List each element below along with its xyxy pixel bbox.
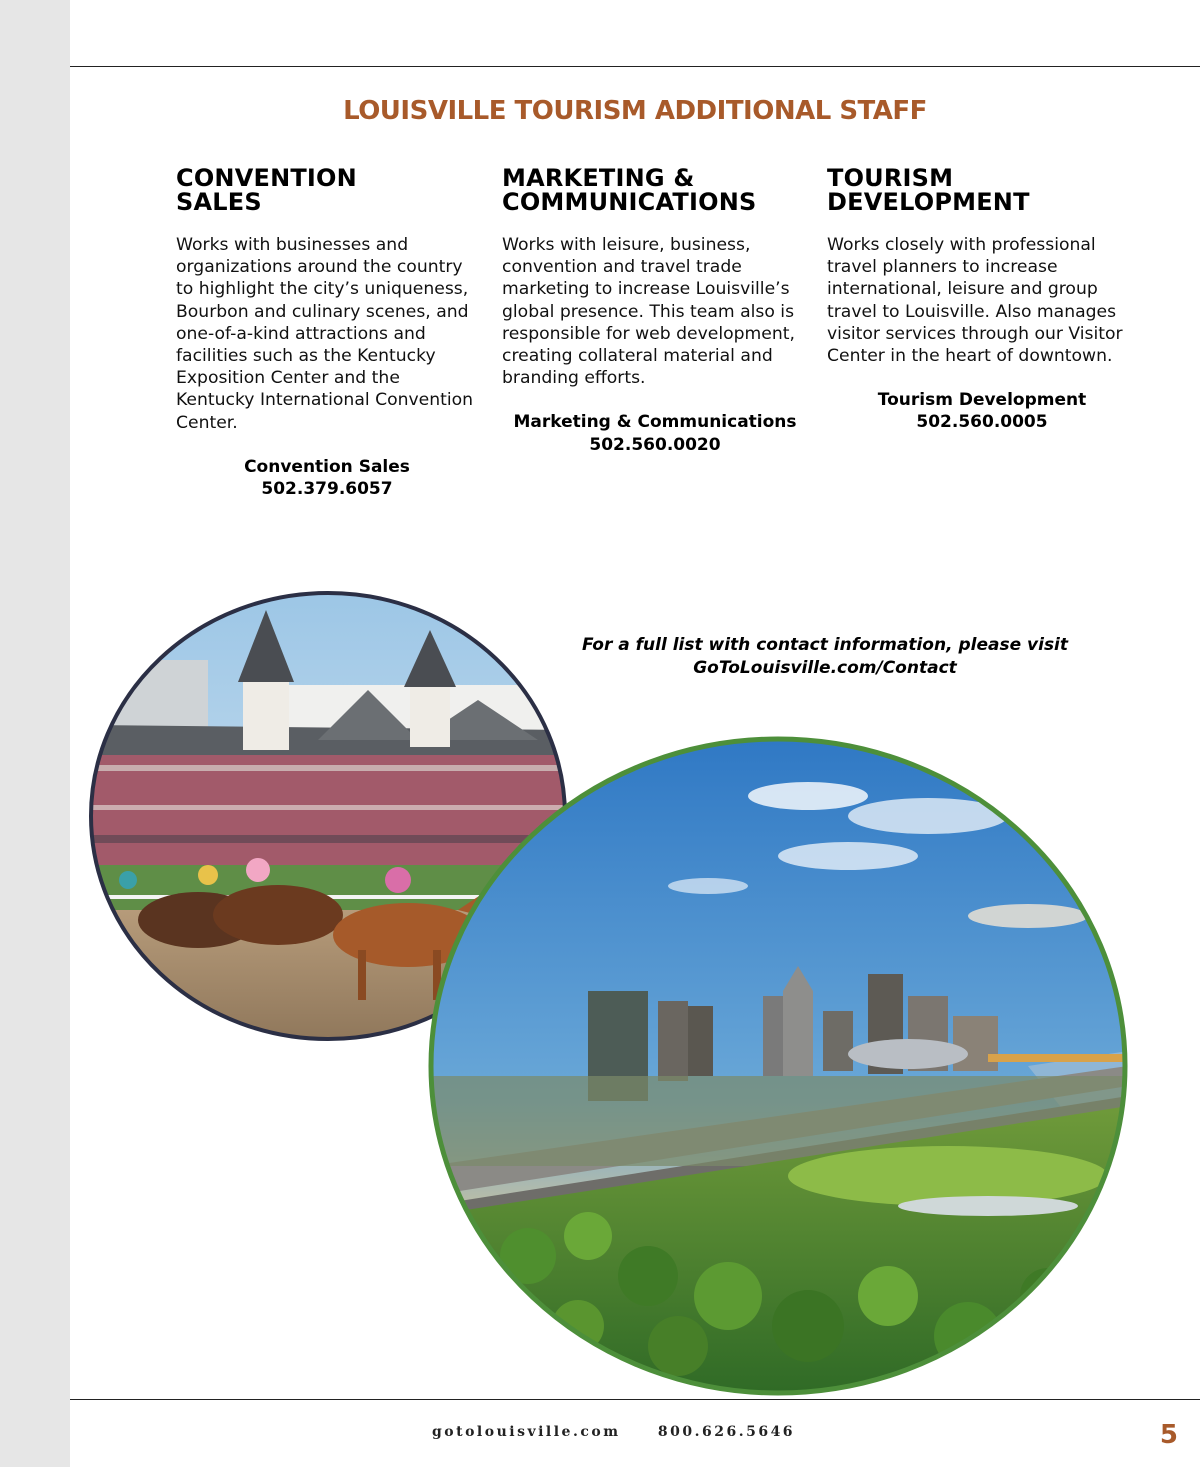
contact-block — [827, 389, 1137, 433]
contact-phone: 502.379.6057 — [261, 479, 393, 500]
contact-name: Tourism Development — [877, 390, 1087, 411]
contact-block — [502, 411, 808, 455]
contact-name: Marketing & Communications — [513, 412, 797, 433]
side-margin-strip — [0, 0, 70, 1467]
top-rule — [70, 66, 1200, 67]
footer-phone: 800.626.5646 — [657, 1424, 796, 1440]
city-skyline-photo — [428, 736, 1128, 1396]
contact-name: Convention Sales — [244, 456, 410, 477]
contact-phone: 502.560.0020 — [589, 434, 721, 455]
page-title: LOUISVILLE TOURISM ADDITIONAL STAFF — [343, 96, 927, 126]
column-tourism-development — [827, 166, 1137, 434]
bottom-rule — [70, 1399, 1200, 1400]
column-body: Works with businesses and organizations around the country to highlight the city’s uniqueness, Bourbon and culinary scenes, and one-of-a-kind attractions and facilities such as the Kentucky Exposition Center and the Kentucky International Convention Center. — [176, 235, 474, 433]
column-heading: MARKETING & COMMUNICATIONS — [502, 164, 757, 216]
page-number: 5 — [1159, 1420, 1178, 1450]
column-body: Works closely with professional travel planners to increase international, leisure and group travel to Louisville. Also manages visitor services through our Visitor Center in the heart of downtown. — [827, 235, 1123, 367]
column-heading: TOURISM DEVELOPMENT — [827, 164, 1030, 216]
footer — [432, 1424, 795, 1440]
column-body: Works with leisure, business, convention and travel trade marketing to increase Louisville’s global presence. This team also is responsible for web development, creating collateral material and branding efforts. — [502, 235, 795, 389]
column-convention-sales — [176, 166, 482, 500]
footer-website-link[interactable]: gotolouisville.com — [432, 1424, 621, 1440]
visit-note-line: For a full list with contact information, please visit — [581, 635, 1069, 655]
column-heading: CONVENTION SALES — [176, 164, 357, 216]
visit-note-url[interactable]: GoToLouisville.com/Contact — [693, 657, 957, 678]
column-marketing-communications — [502, 166, 808, 456]
contact-block — [172, 456, 482, 500]
visit-website-note — [560, 634, 1090, 679]
contact-phone: 502.560.0005 — [916, 412, 1048, 433]
